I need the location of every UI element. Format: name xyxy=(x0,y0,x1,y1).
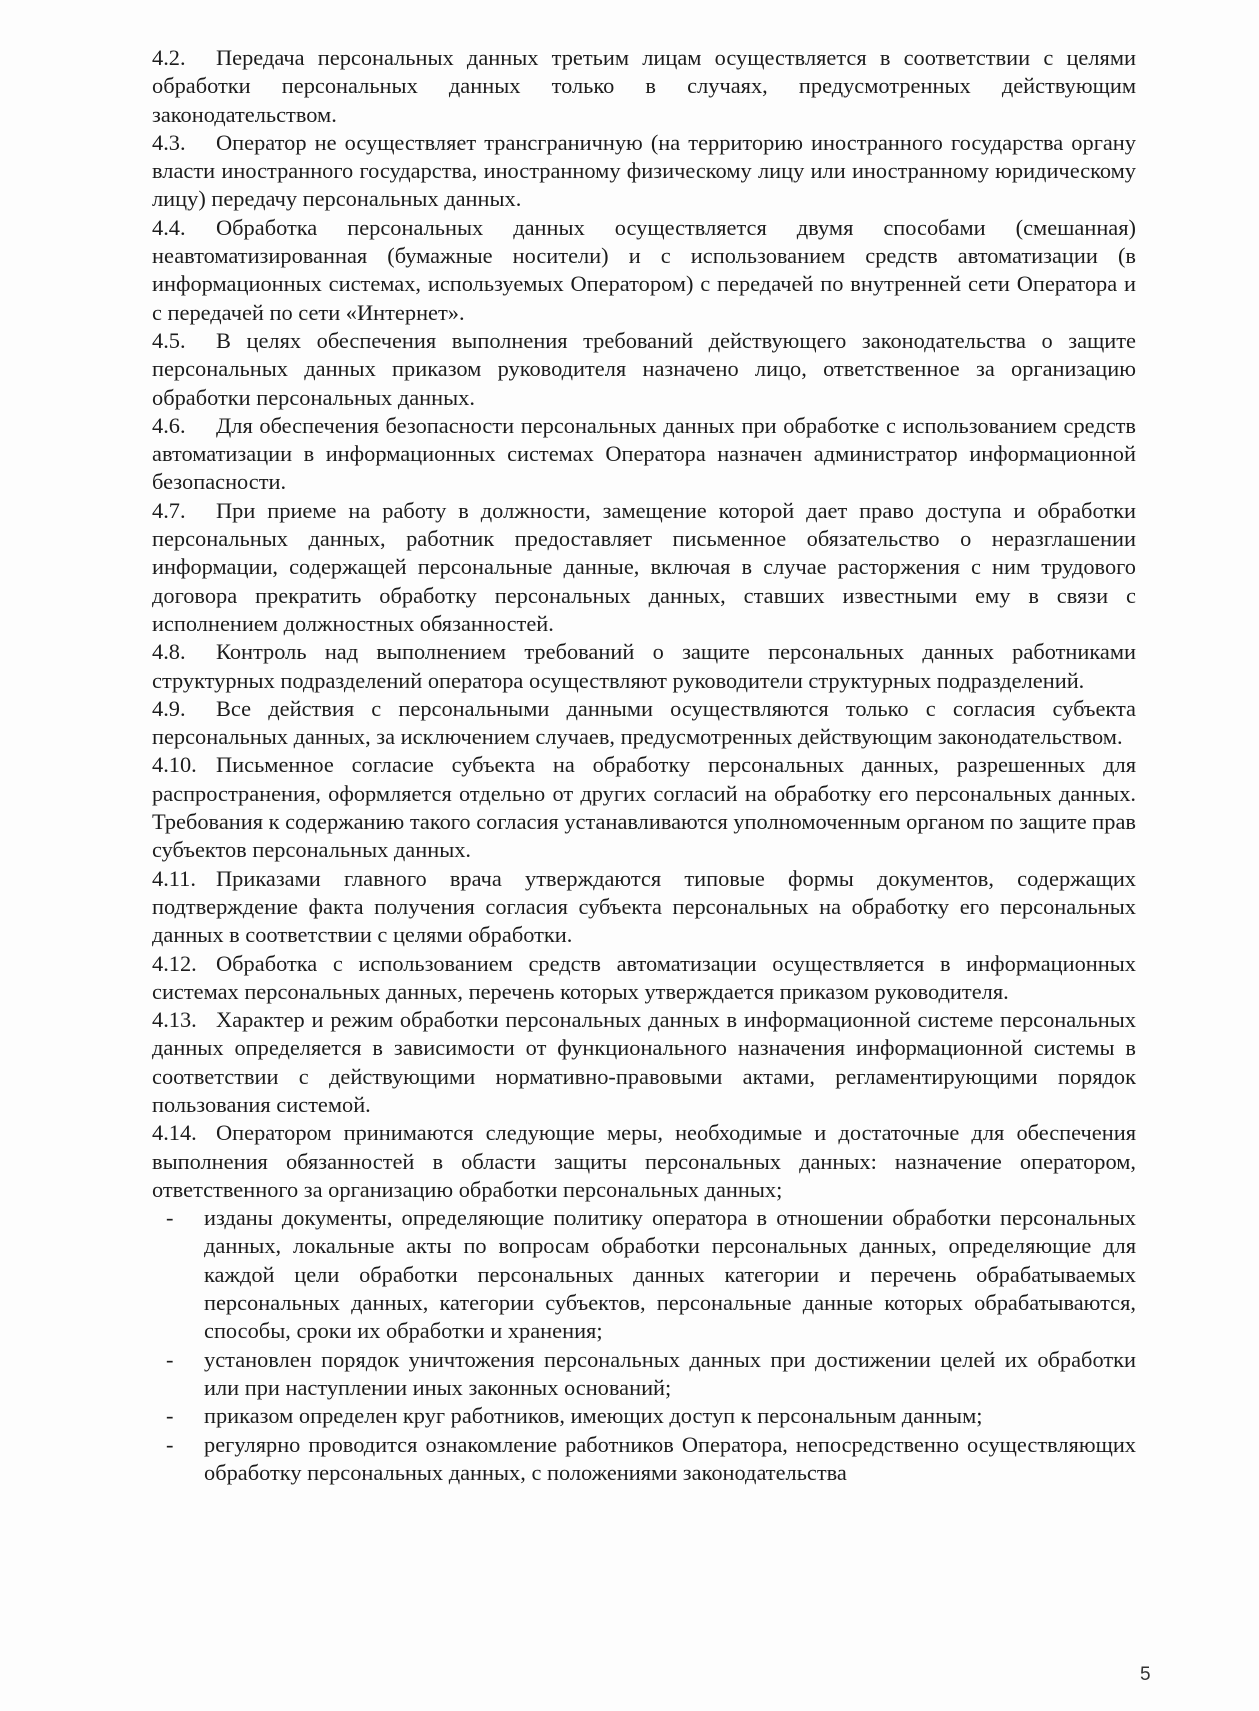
paragraph-text: Обработка персональных данных осуществляется двумя способами (смешанная) неавтоматизированная (бумажные носители) и с использованием средств автоматизации (в информационных системах, используемых Оператором) с передачей по внутренней сети Оператора и с передачей по сети «Интернет». xyxy=(152,214,1136,325)
list-item xyxy=(152,1431,1136,1488)
list-item xyxy=(152,1402,1136,1430)
measures-list xyxy=(152,1204,1136,1487)
paragraph-4-6 xyxy=(152,412,1136,497)
document-body xyxy=(152,44,1136,1487)
list-marker: - xyxy=(166,1403,174,1429)
paragraph-text: Характер и режим обработки персональных данных в информационной системе персональных данных определяется в зависимости от функционального назначения информационной системы в соответствии с действующими нормативно-правовыми актами, регламентирующими порядок пользования системой. xyxy=(152,1007,1136,1117)
paragraph-number: 4.2. xyxy=(152,45,186,70)
list-item xyxy=(152,1204,1136,1345)
paragraph-number: 4.5. xyxy=(152,327,186,353)
paragraph-number: 4.14. xyxy=(152,1120,197,1146)
paragraph-text: Приказами главного врача утверждаются типовые формы документов, содержащих подтверждение факта получения согласия субъекта персональных на обработку его персональных данных в соответствии с целями обработки. xyxy=(152,865,1136,948)
list-item-text: установлен порядок уничтожения персональных данных при достижении целей их обработки или при наступлении иных законных оснований; xyxy=(204,1346,1136,1400)
paragraph-text: Для обеспечения безопасности персональных данных при обработке с использованием средств автоматизации в информационных системах Оператора назначен администратор информационной безопасности. xyxy=(152,412,1136,495)
paragraph-text: В целях обеспечения выполнения требований действующего законодательства о защите персональных данных приказом руководителя назначено лицо, ответственное за организацию обработки персональных данных. xyxy=(152,327,1136,410)
paragraph-4-9 xyxy=(152,695,1136,752)
paragraph-number: 4.10. xyxy=(152,752,197,778)
paragraph-text: Обработка с использованием средств автоматизации осуществляется в информационных системах персональных данных, перечень которых утверждается приказом руководителя. xyxy=(152,950,1136,1004)
paragraph-text: Письменное согласие субъекта на обработку персональных данных, разрешенных для распространения, оформляется отдельно от других согласий на обработку его персональных данных. Требования к содержанию такого согласия устанавливаются уполномоченным органом по защите прав субъектов персональных данных. xyxy=(152,752,1136,863)
paragraph-4-2 xyxy=(152,44,1136,129)
paragraph-number: 4.11. xyxy=(152,865,196,891)
paragraph-number: 4.7. xyxy=(152,497,186,523)
page-number: 5 xyxy=(1140,1664,1151,1685)
list-item-text: изданы документы, определяющие политику оператора в отношении обработки персональных данных, локальные акты по вопросам обработки персональных данных, определяющие для каждой цели обработки персональных данных категории и перечень обрабатываемых персональных данных, категории субъектов, персональные данные которых обрабатываются, способы, сроки их обработки и хранения; xyxy=(204,1205,1136,1344)
paragraph-number: 4.13. xyxy=(152,1007,197,1033)
paragraph-4-12 xyxy=(152,950,1136,1007)
paragraph-4-14 xyxy=(152,1119,1136,1204)
paragraph-text: При приеме на работу в должности, замещение которой дает право доступа и обработки персональных данных, работник предоставляет письменное обязательство о неразглашении информации, содержащей персональные данные, включая в случае расторжения с ним трудового договора прекратить обработку персональных данных, ставших известными ему в связи с исполнением должностных обязанностей. xyxy=(152,497,1136,636)
list-marker: - xyxy=(166,1205,174,1231)
paragraph-number: 4.3. xyxy=(152,129,186,155)
paragraph-4-5 xyxy=(152,327,1136,412)
paragraph-4-7 xyxy=(152,497,1136,638)
paragraph-text: Передача персональных данных третьим лицам осуществляется в соответствии с целями обработки персональных данных только в случаях, предусмотренных действующим законодательством. xyxy=(152,45,1136,127)
list-marker: - xyxy=(166,1346,174,1372)
paragraph-text: Все действия с персональными данными осуществляются только с согласия субъекта персональных данных, за исключением случаев, предусмотренных действующим законодательством. xyxy=(152,695,1136,750)
paragraph-text: Оператор не осуществляет трансграничную (на территорию иностранного государства органу власти иностранного государства, иностранному физическому лицу или иностранному юридическому лицу) передачу персональных данных. xyxy=(152,129,1136,212)
paragraph-text: Контроль над выполнением требований о защите персональных данных работниками структурных подразделений оператора осуществляют руководители структурных подразделений. xyxy=(152,639,1136,693)
paragraph-4-8 xyxy=(152,638,1136,695)
paragraph-4-10 xyxy=(152,751,1136,864)
paragraph-number: 4.6. xyxy=(152,412,186,438)
list-item-text: регулярно проводится ознакомление работников Оператора, непосредственно осуществляющих обработку персональных данных, с положениями законодательства xyxy=(204,1431,1136,1485)
paragraph-4-11 xyxy=(152,865,1136,950)
paragraph-number: 4.4. xyxy=(152,214,186,240)
paragraph-number: 4.12. xyxy=(152,950,197,976)
paragraph-text: Оператором принимаются следующие меры, необходимые и достаточные для обеспечения выполнения обязанностей в области защиты персональных данных: назначение оператором, ответственного за организацию обработки персональных данных; xyxy=(152,1120,1136,1202)
list-marker: - xyxy=(166,1431,174,1457)
list-item-text: приказом определен круг работников, имеющих доступ к персональным данным; xyxy=(204,1403,983,1429)
list-item xyxy=(152,1346,1136,1403)
paragraph-number: 4.8. xyxy=(152,639,186,665)
paragraph-4-3 xyxy=(152,129,1136,214)
paragraph-4-4 xyxy=(152,214,1136,327)
paragraph-number: 4.9. xyxy=(152,695,186,721)
paragraph-4-13 xyxy=(152,1006,1136,1119)
